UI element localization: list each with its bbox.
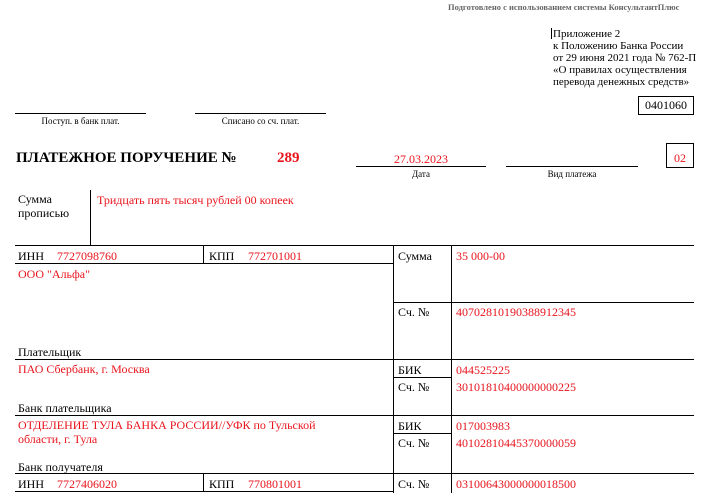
appendix-line: к Положению Банка России [553, 40, 684, 52]
appendix-line: перевода денежных средств» [553, 76, 690, 88]
payer-label: Плательщик [18, 345, 82, 359]
payer-kpp-value: 772701001 [248, 249, 302, 263]
payee-bank-label: Банк получателя [18, 460, 103, 474]
document-number: 289 [277, 150, 300, 166]
payment-type-line [506, 166, 638, 167]
appendix-block [553, 28, 696, 88]
date-label: Дата [412, 169, 430, 179]
debited-line [195, 113, 326, 114]
payer-kpp-label: КПП [209, 249, 235, 263]
payee-bank-bik-value: 017003983 [456, 419, 510, 433]
prepared-note: Подготовлено с использованием системы КонсультантПлюс [448, 2, 680, 12]
payee-kpp-value: 770801001 [248, 477, 302, 491]
grid-line [393, 302, 694, 303]
grid-line [15, 473, 694, 474]
amount-words-value: Тридцать пять тысяч рублей 00 копеек [97, 193, 294, 207]
payer-inn-label: ИНН [18, 249, 44, 263]
amount-words-label-line2: прописью [18, 206, 70, 220]
payee-account-label: Сч. № [398, 477, 430, 491]
payer-account-label: Сч. № [398, 305, 430, 319]
document-date: 27.03.2023 [394, 152, 448, 166]
payee-account-value: 03100643000000018500 [456, 477, 576, 491]
appendix-line: от 29 июня 2021 года № 762-П [553, 52, 697, 64]
payee-bank-name-line1: ОТДЕЛЕНИЕ ТУЛА БАНКА РОССИИ//УФК по Тульской [18, 418, 316, 432]
payer-account-value: 40702810190388912345 [456, 305, 576, 319]
payer-bank-label: Банк плательщика [18, 401, 112, 415]
payer-inn-value: 7727098760 [57, 249, 117, 263]
payer-name: ООО "Альфа" [18, 267, 91, 281]
payee-inn-value: 7727406020 [57, 477, 117, 491]
payer-bank-bik-value: 044525225 [456, 363, 510, 377]
payee-bank-account-label: Сч. № [398, 436, 430, 450]
payee-bank-name [18, 418, 316, 446]
payee-kpp-label: КПП [209, 477, 235, 491]
grid-line [15, 245, 694, 246]
grid-line [393, 245, 394, 493]
payer-bank-account-value: 30101810400000000225 [456, 380, 576, 394]
received-label: Поступ. в банк плат. [41, 116, 120, 126]
payer-bank-name: ПАО Сбербанк, г. Москва [18, 362, 150, 376]
payer-bank-account-label: Сч. № [398, 380, 430, 394]
amount-words-label [18, 192, 69, 220]
grid-line [15, 359, 694, 360]
payee-bank-account-value: 40102810445370000059 [456, 436, 576, 450]
status-code-box: 02 [666, 143, 694, 168]
grid-line [203, 473, 204, 491]
payee-inn-label: ИНН [18, 477, 44, 491]
appendix-line: «О правилах осуществления [553, 64, 687, 76]
grid-line [15, 415, 694, 416]
grid-line [393, 433, 451, 434]
document-title: ПЛАТЕЖНОЕ ПОРУЧЕНИЕ № [16, 150, 237, 166]
grid-line [203, 245, 204, 263]
payee-bank-bik-label: БИК [398, 419, 422, 433]
payment-type-label: Вид платежа [547, 169, 597, 179]
grid-line [15, 263, 393, 264]
grid-line [393, 377, 451, 378]
date-line [356, 166, 486, 167]
amount-words-divider [90, 190, 91, 245]
grid-line [15, 491, 393, 492]
received-line [15, 113, 146, 114]
sum-label: Сумма [398, 249, 432, 263]
payer-bank-bik-label: БИК [398, 363, 422, 377]
debited-label: Списано со сч. плат. [221, 116, 300, 126]
appendix-line: Приложение 2 [553, 28, 621, 40]
grid-line [451, 245, 452, 493]
amount-words-label-line1: Сумма [18, 192, 52, 206]
form-code-box: 0401060 [638, 96, 694, 115]
text-cursor [551, 28, 552, 39]
payee-bank-name-line2: области, г. Тула [18, 432, 98, 446]
sum-value: 35 000-00 [456, 249, 505, 263]
